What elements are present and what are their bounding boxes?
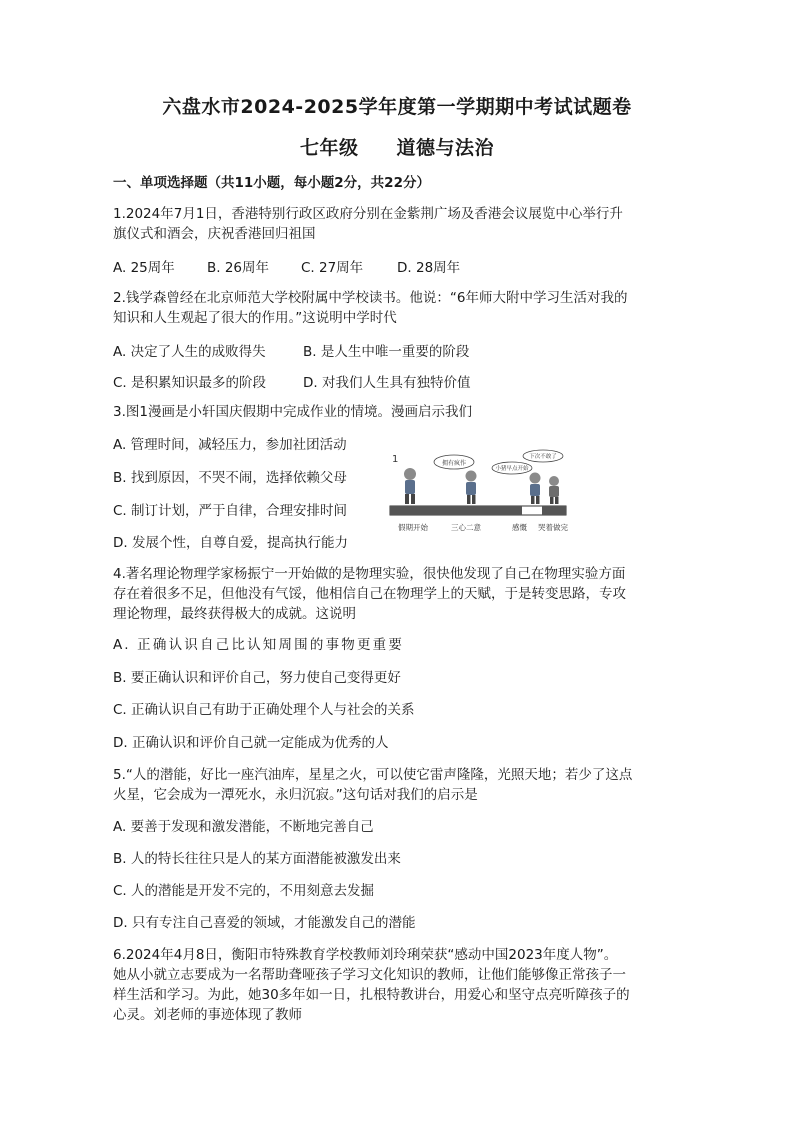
q1-stem-line-2: 旗仪式和酒会，庆祝香港回归祖国 [113, 226, 316, 242]
figure-label: 1 [392, 454, 399, 465]
q3-option-d: D. 发展个性，自尊自爱，提高执行能力 [113, 535, 348, 551]
exam-subtitle [0, 133, 794, 160]
q5-option-d: D. 只有专注自己喜爱的领域，才能激发自己的潜能 [113, 915, 416, 931]
q1-options [113, 256, 460, 276]
bar-label-1: 假期开始 [398, 523, 428, 532]
bar-label-2: 三心二意 [451, 523, 481, 532]
q4-stem-line-2: 存在着很多不足，但他没有气馁，他相信自己在物理学上的天赋，于是转变思路，专攻 [113, 586, 626, 602]
q6-stem-line-4: 心灵。刘老师的事迹体现了教师 [113, 1007, 302, 1023]
q6-stem-line-3: 样生活和学习。为此，她30多年如一日，扎根特教讲台，用爱心和坚守点亮听障孩子的 [113, 987, 630, 1003]
q4-option-c: C. 正确认识自己有助于正确处理个人与社会的关系 [113, 702, 415, 718]
q3-option-c: C. 制订计划，严于自律，合理安排时间 [113, 503, 348, 519]
q1-option-a: A. 25周年 [113, 260, 175, 276]
bar-label-3: 感慨 [512, 523, 527, 532]
q4-option-b: B. 要正确认识和评价自己，努力使自己变得更好 [113, 670, 401, 686]
q5-option-c: C. 人的潜能是开发不完的，不用刻意去发掘 [113, 883, 375, 899]
q3-option-b: B. 找到原因，不哭不闹，选择依赖父母 [113, 470, 347, 486]
student-figure-4 [549, 476, 559, 504]
bubble-1-text: 拥有疯作 [441, 460, 467, 467]
exam-title: 六盘水市2024-2025学年度第一学期期中考试试题卷 [162, 96, 632, 118]
bar-label-4: 哭着做完 [538, 523, 568, 532]
q5-option-b: B. 人的特长往往只是人的某方面潜能被激发出来 [113, 851, 401, 867]
student-figure-2 [466, 471, 477, 505]
q4-stem-line-1: 4.著名理论物理学家杨振宁一开始做的是物理实验，很快他发现了自己在物理实验方面 [113, 566, 626, 582]
student-figure-3 [530, 473, 541, 505]
q4-option-a: A. 正确认识自己比认知周围的事物更重要 [113, 637, 405, 653]
q6-stem-line-1: 6.2024年4月8日，衡阳市特殊教育学校教师刘玲琍荣获“感动中国2023年度人物”。 [113, 947, 618, 963]
q4-option-d: D. 正确认识和评价自己就一定能成为优秀的人 [113, 735, 389, 751]
q3-option-a: A. 管理时间，减轻压力，参加社团活动 [113, 437, 347, 453]
q1-option-b: B. 26周年 [207, 260, 270, 276]
q2-options-row-2 [113, 371, 470, 391]
q5-stem-line-2: 火星，它会成为一潭死水，永归沉寂。”这句话对我们的启示是 [113, 787, 478, 803]
q2-option-a: A. 决定了人生的成败得失 [113, 344, 266, 360]
q2-options-row-1 [113, 340, 469, 360]
section-heading: 一、单项选择题（共11小题，每小题2分，共22分） [113, 175, 430, 191]
grade-label: 七年级 [299, 137, 359, 159]
timeline-filled-segment [390, 506, 522, 515]
bubble-2a-text: 下次不敢了 [529, 454, 557, 460]
q4-stem-line-3: 理论物理，最终获得极大的成就。这说明 [113, 606, 356, 622]
q2-stem-line-2: 知识和人生观起了很大的作用。”这说明中学时代 [113, 310, 397, 326]
q3-stem-line-1: 3.图1漫画是小轩国庆假期中完成作业的情境。漫画启示我们 [113, 404, 472, 420]
bubble-2b-text: 小猪早点开始 [495, 466, 529, 472]
q2-option-c: C. 是积累知识最多的阶段 [113, 375, 267, 391]
q1-stem-line-1: 1.2024年7月1日，香港特别行政区政府分别在金紫荆广场及香港会议展览中心举行升 [113, 206, 623, 222]
timeline-final-segment [542, 506, 566, 515]
q6-stem-line-2: 她从小就立志要成为一名帮助聋哑孩子学习文化知识的教师，让他们能够像正常孩子一 [113, 967, 626, 983]
q2-option-d: D. 对我们人生具有独特价值 [303, 375, 471, 391]
q2-option-b: B. 是人生中唯一重要的阶段 [303, 344, 470, 360]
q1-option-d: D. 28周年 [397, 260, 461, 276]
q5-stem-line-1: 5.“人的潜能，好比一座汽油库，星星之火，可以使它雷声隆隆，光照天地；若少了这点 [113, 767, 633, 783]
student-figure-1 [404, 468, 416, 504]
subject-label: 道德与法治 [396, 137, 495, 159]
q2-stem-line-1: 2.钱学森曾经在北京师范大学校附属中学校读书。他说：“6年师大附中学习生活对我的 [113, 290, 628, 306]
q1-option-c: C. 27周年 [301, 260, 364, 276]
q5-option-a: A. 要善于发现和激发潜能，不断地完善自己 [113, 819, 374, 835]
q3-comic-figure [388, 448, 573, 540]
